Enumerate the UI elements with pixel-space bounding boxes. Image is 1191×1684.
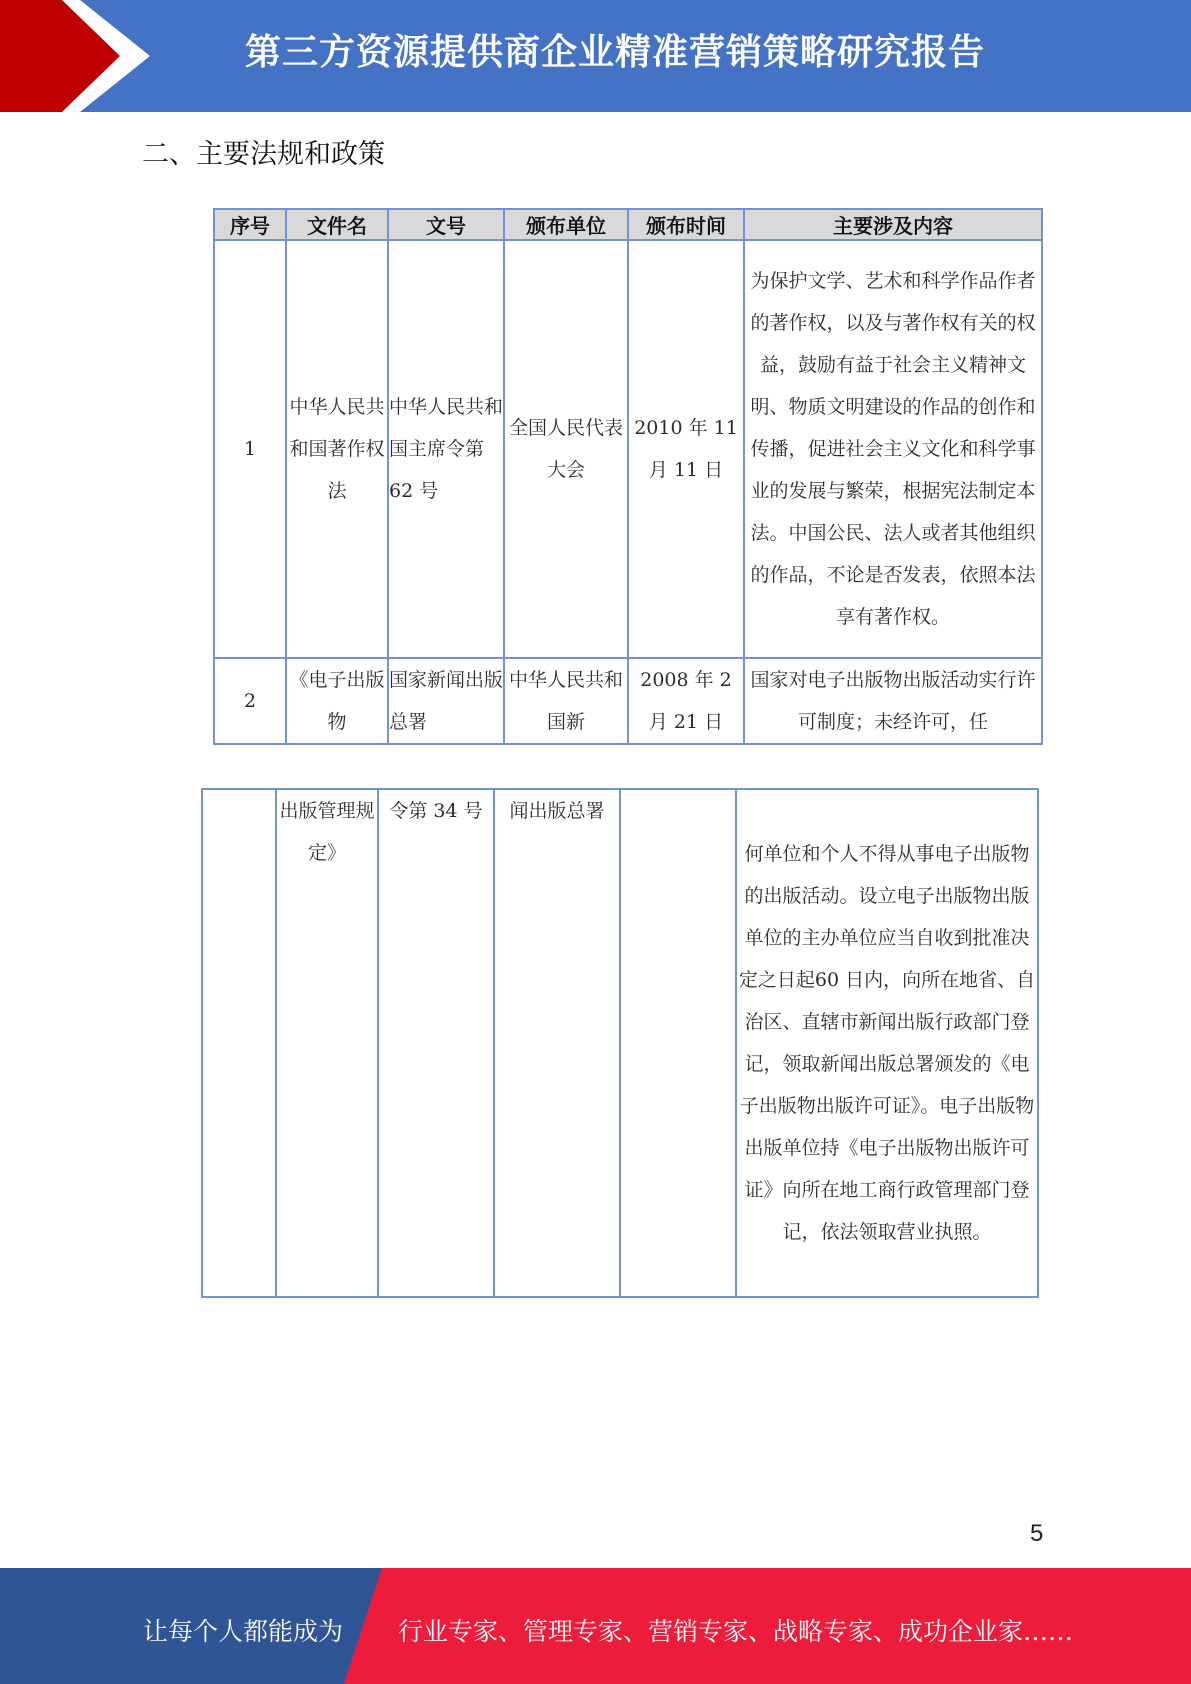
row-no: 2 xyxy=(214,658,286,744)
row-name: 出版管理规定》 xyxy=(276,789,378,1297)
row-issuer: 闻出版总署 xyxy=(494,789,620,1297)
col-header-doc-no: 文号 xyxy=(388,209,504,240)
row-issuer: 中华人民共和国新 xyxy=(504,658,628,744)
table-row xyxy=(214,240,1042,658)
footer-banner xyxy=(0,1568,1191,1684)
table-header-row xyxy=(214,209,1042,240)
regulations-table-continued xyxy=(201,788,1039,1298)
footer-slogan-right: 行业专家、管理专家、营销专家、战略专家、成功企业家…… xyxy=(398,1617,1074,1646)
table-row xyxy=(202,789,1038,1297)
row-content: 何单位和个人不得从事电子出版物的出版活动。设立电子出版物出版单位的主办单位应当自收到批准决定之日起60 日内，向所在地省、自治区、直辖市新闻出版行政部门登记，领取新闻出版总署颁发的《电子出版物出版许可证》。电子出版物出版单位持《电子出版物出版许可证》向所在地工商行政管理部门登记，依法领取营业执照。 xyxy=(736,789,1038,1297)
row-name: 中华人民共和国著作权法 xyxy=(286,240,388,658)
row-issuer: 全国人民代表大会 xyxy=(504,240,628,658)
header-banner xyxy=(0,0,1191,112)
row-content: 为保护文学、艺术和科学作品作者的著作权，以及与著作权有关的权益，鼓励有益于社会主义精神文明、物质文明建设的作品的创作和传播，促进社会主义文化和科学事业的发展与繁荣，根据宪法制定本法。中国公民、法人或者其他组织的作品，不论是否发表，依照本法享有著作权。 xyxy=(744,240,1042,658)
row-date: 2010 年 11 月 11 日 xyxy=(628,240,744,658)
col-header-date: 颁布时间 xyxy=(628,209,744,240)
row-no: 1 xyxy=(214,240,286,658)
row-date: 2008 年 2 月 21 日 xyxy=(628,658,744,744)
row-name: 《电子出版物 xyxy=(286,658,388,744)
row-doc-no: 中华人民共和国主席令第 62 号 xyxy=(388,240,504,658)
footer-slogan-left: 让每个人都能成为 xyxy=(143,1617,344,1646)
col-header-no: 序号 xyxy=(214,209,286,240)
page-number: 5 xyxy=(1030,1520,1044,1547)
row-doc-no: 国家新闻出版总署 xyxy=(388,658,504,744)
table-row xyxy=(214,658,1042,744)
regulations-table xyxy=(213,208,1043,745)
row-content: 国家对电子出版物出版活动实行许可制度；未经许可，任 xyxy=(744,658,1042,744)
row-doc-no: 令第 34 号 xyxy=(378,789,494,1297)
row-no xyxy=(202,789,276,1297)
col-header-issuer: 颁布单位 xyxy=(504,209,628,240)
section-title: 二、主要法规和政策 xyxy=(142,139,385,170)
col-header-name: 文件名 xyxy=(286,209,388,240)
col-header-content: 主要涉及内容 xyxy=(744,209,1042,240)
row-date xyxy=(620,789,736,1297)
report-title: 第三方资源提供商企业精准营销策略研究报告 xyxy=(245,32,986,73)
red-arrow-icon xyxy=(0,0,150,112)
